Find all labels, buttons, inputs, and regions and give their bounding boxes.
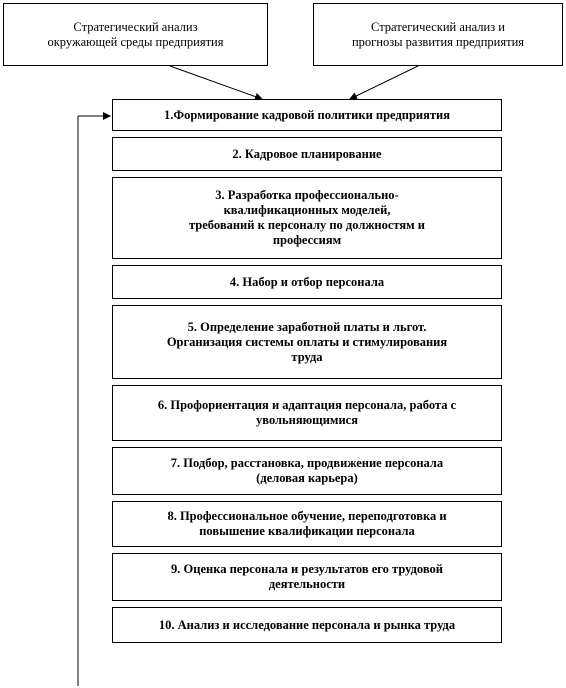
- step-10-labor-market-analysis: 10. Анализ и исследование персонала и рынка труда: [112, 607, 502, 643]
- step-6-orientation-adaptation: 6. Профориентация и адаптация персонала, работа с увольняющимися: [112, 385, 502, 441]
- step-3-qualification-models: 3. Разработка профессионально- квалификационных моделей, требований к персоналу по должностям и профессиям: [112, 177, 502, 259]
- step-2-personnel-planning: 2. Кадровое планирование: [112, 137, 502, 171]
- strategic-environment-analysis-box: Стратегический анализ окружающей среды предприятия: [3, 3, 268, 66]
- step-8-training: 8. Профессиональное обучение, переподготовка и повышение квалификации персонала: [112, 501, 502, 547]
- step-9-evaluation: 9. Оценка персонала и результатов его трудовой деятельности: [112, 553, 502, 601]
- strategic-forecast-analysis-box: Стратегический анализ и прогнозы развития предприятия: [313, 3, 563, 66]
- step-1-personnel-policy: 1.Формирование кадровой политики предприятия: [112, 99, 502, 131]
- step-7-career-placement: 7. Подбор, расстановка, продвижение персонала (деловая карьера): [112, 447, 502, 495]
- arrow-env-analysis-to-policy: [170, 66, 262, 99]
- arrow-forecast-to-policy: [350, 66, 418, 99]
- step-4-recruitment-selection: 4. Набор и отбор персонала: [112, 265, 502, 299]
- step-5-compensation: 5. Определение заработной платы и льгот. Организация системы оплаты и стимулирования труда: [112, 305, 502, 379]
